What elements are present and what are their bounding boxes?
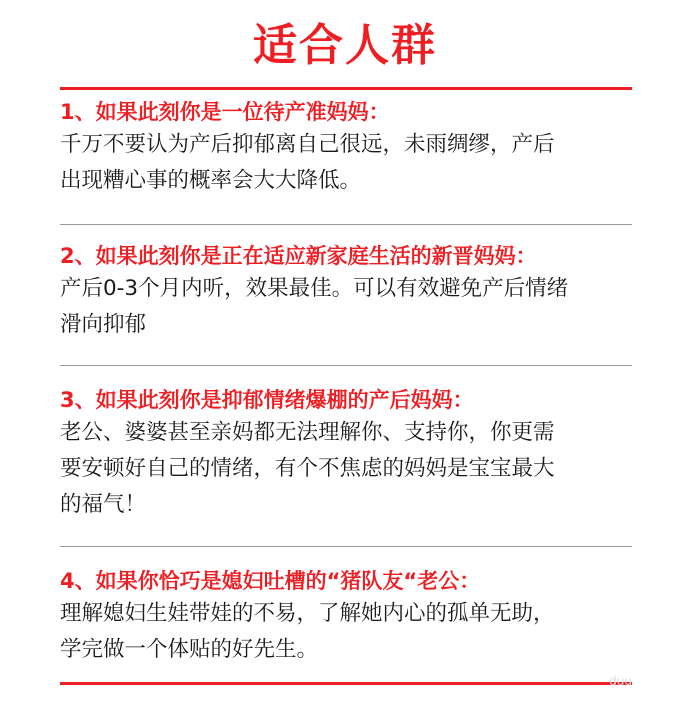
section-new-mother <box>60 241 640 343</box>
section-text-line: 产后0-3个月内听，效果最佳。可以有效避免产后情绪 <box>60 276 569 301</box>
section-heading: 2、如果此刻你是正在适应新家庭生活的新晋妈妈： <box>60 244 537 268</box>
section-divider <box>60 224 632 225</box>
section-divider <box>60 365 632 366</box>
section-husband <box>60 566 640 668</box>
section-text-line: 理解媳妇生娃带娃的不易，了解她内心的孤单无助， <box>60 601 555 626</box>
section-text-line: 老公、婆婆甚至亲妈都无法理解你、支持你，你更需 <box>60 420 555 445</box>
title-underline <box>60 87 632 90</box>
section-text-line: 学完做一个体贴的好先生。 <box>60 637 319 662</box>
section-pregnant-mother <box>60 97 640 199</box>
section-text-line: 要安顿好自己的情绪，有个不焦虑的妈妈是宝宝最大 <box>60 456 555 481</box>
section-text-line: 滑向抑郁 <box>60 312 147 337</box>
section-heading: 1、如果此刻你是一位待产准妈妈： <box>60 100 390 124</box>
watermark: duu <box>609 674 632 688</box>
page-title: 适合人群 <box>253 20 437 71</box>
section-heading: 4、如果你恰巧是媳妇吐槽的“猪队友“老公： <box>60 569 481 593</box>
section-postpartum-mother <box>60 385 640 523</box>
section-divider <box>60 546 632 547</box>
bottom-rule <box>60 682 632 685</box>
section-text-line: 千万不要认为产后抑郁离自己很远，未雨绸缪，产后 <box>60 132 555 157</box>
section-text-line: 的福气！ <box>60 492 147 517</box>
section-text-line: 出现糟心事的概率会大大降低。 <box>60 168 362 193</box>
section-heading: 3、如果此刻你是抑郁情绪爆棚的产后妈妈： <box>60 388 474 412</box>
